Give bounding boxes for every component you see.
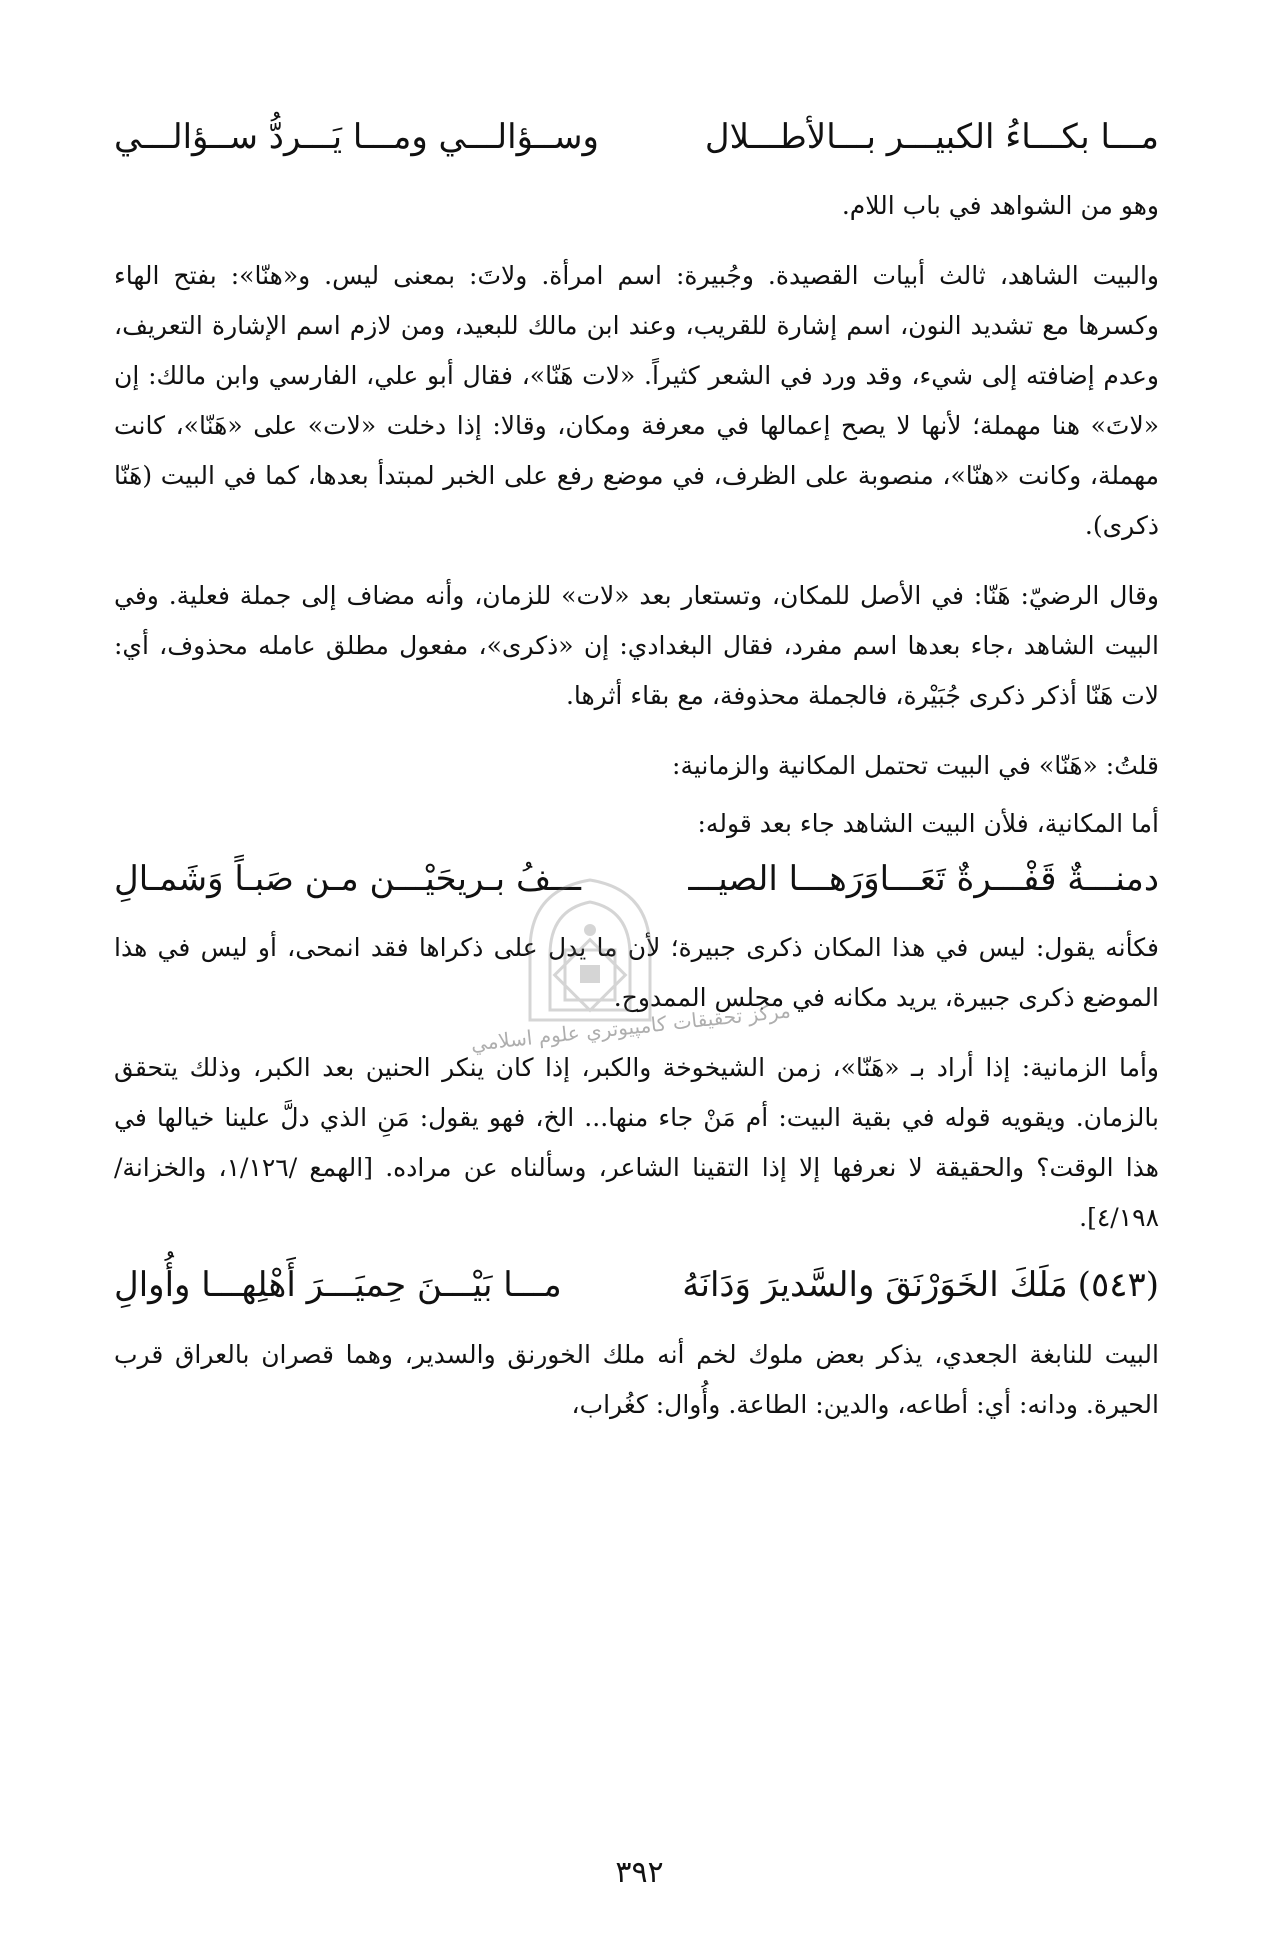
- paragraph: أما المكانية، فلأن البيت الشاهد جاء بعد قوله:: [697, 809, 1159, 839]
- watermark-caption: مركز تحقيقات كامپيوتري علوم اسلامي: [469, 998, 792, 1056]
- paragraph: وأما الزمانية: إذا أراد بـ «هَنّا»، زمن الشيخوخة والكبر، إذا كان ينكر الحنين بعد الكبر، وذلك يتحقق بالزمان. ويقويه قوله في بقية البيت: أم مَنْ جاء منها... الخ، فهو يقول: مَنِ الذي دلَّ علينا خيالها في هذا الوقت؟ والحقيقة لا نعرفها إلا إذا التقينا الشاعر، وسألناه عن مراده. [الهمع /١/١٢٦، والخزانة/٤/١٩٨].: [114, 1053, 1159, 1233]
- page-number: ٣٩٢: [615, 1855, 664, 1890]
- verse-line-middle: [114, 857, 1159, 901]
- verse-first-hemistich: دمنـــةٌ قَفْـــرةٌ تَعَـــاوَرَهـــا الصيـــ: [688, 859, 1159, 900]
- paragraph: قلتُ: «هَنّا» في البيت تحتمل المكانية والزمانية:: [672, 751, 1159, 781]
- verse-number: (٥٤٣): [1077, 1265, 1159, 1306]
- paragraph: البيت للنابغة الجعدي، يذكر بعض ملوك لخم أنه ملك الخورنق والسدير، وهما قصران بالعراق قرب الحيرة. ودانه: أي: أطاعه، والدين: الطاعة. وأُوال: كغُراب،: [114, 1339, 1159, 1419]
- verse-second-hemistich: ـــفُ بـريحَيْـــن مـن صَبـاً وَشَمـالِ: [114, 859, 582, 900]
- paragraph: فكأنه يقول: ليس في هذا المكان ذكرى جبيرة؛ لأن ما يدل على ذكراها فقد انمحى، أو ليس في هذا الموضع ذكرى جبيرة، يريد مكانه في مجلس الممدوح.: [114, 933, 1159, 1013]
- verse-first-hemistich: مـــا بكـــاءُ الكبيـــر بـــالأطـــلال: [704, 117, 1159, 157]
- verse-first-text: مَلَكَ الخَوَرْنَقَ والسَّديرَ وَدَانَهُ: [682, 1265, 1068, 1306]
- verse-line-numbered: [114, 1263, 1159, 1307]
- verse-second-hemistich: مـــا بَيْـــنَ حِميَـــرَ أَهْلِهـــا وأُوالِ: [114, 1265, 562, 1306]
- verse-line-top: [114, 115, 1159, 159]
- verse-first-hemistich: [682, 1263, 1159, 1307]
- paragraph: وقال الرضيّ: هَنّا: في الأصل للمكان، وتستعار بعد «لات» للزمان، وأنه مضاف إلى جملة فعلية. وفي البيت الشاهد ،جاء بعدها اسم مفرد، فقال البغدادي: إن «ذكرى»، مفعول مطلق عامله محذوف، أي: لات هَنّا أذكر ذكرى جُبَيْرة، فالجملة محذوفة، مع بقاء أثرها.: [114, 581, 1159, 711]
- paragraph: وهو من الشواهد في باب اللام.: [841, 191, 1159, 221]
- page-content: [114, 115, 1159, 1450]
- verse-second-hemistich: وســؤالـــي ومـــا يَـــردُّ ســؤالـــي: [114, 117, 599, 157]
- paragraph: والبيت الشاهد، ثالث أبيات القصيدة. وجُبيرة: اسم امرأة. ولاتَ: بمعنى ليس. و«هنّا»: بفتح الهاء وكسرها مع تشديد النون، اسم إشارة للقريب، وعند ابن مالك للبعيد، ومن لازم اسم الإشارة التعريف، وعدم إضافته إلى شيء، وقد ورد في الشعر كثيراً. «لات هَنّا»، فقال أبو علي، الفارسي وابن مالك: إن «لاتَ» هنا مهملة؛ لأنها لا يصح إعمالها في معرفة ومكان، وقالا: إذا دخلت «لات» على «هَنّا»، كانت مهملة، وكانت «هنّا»، منصوبة على الظرف، في موضع رفع على الخبر لمبتدأ بعدها، كما في البيت (هَنّا ذكرى).: [114, 261, 1159, 541]
